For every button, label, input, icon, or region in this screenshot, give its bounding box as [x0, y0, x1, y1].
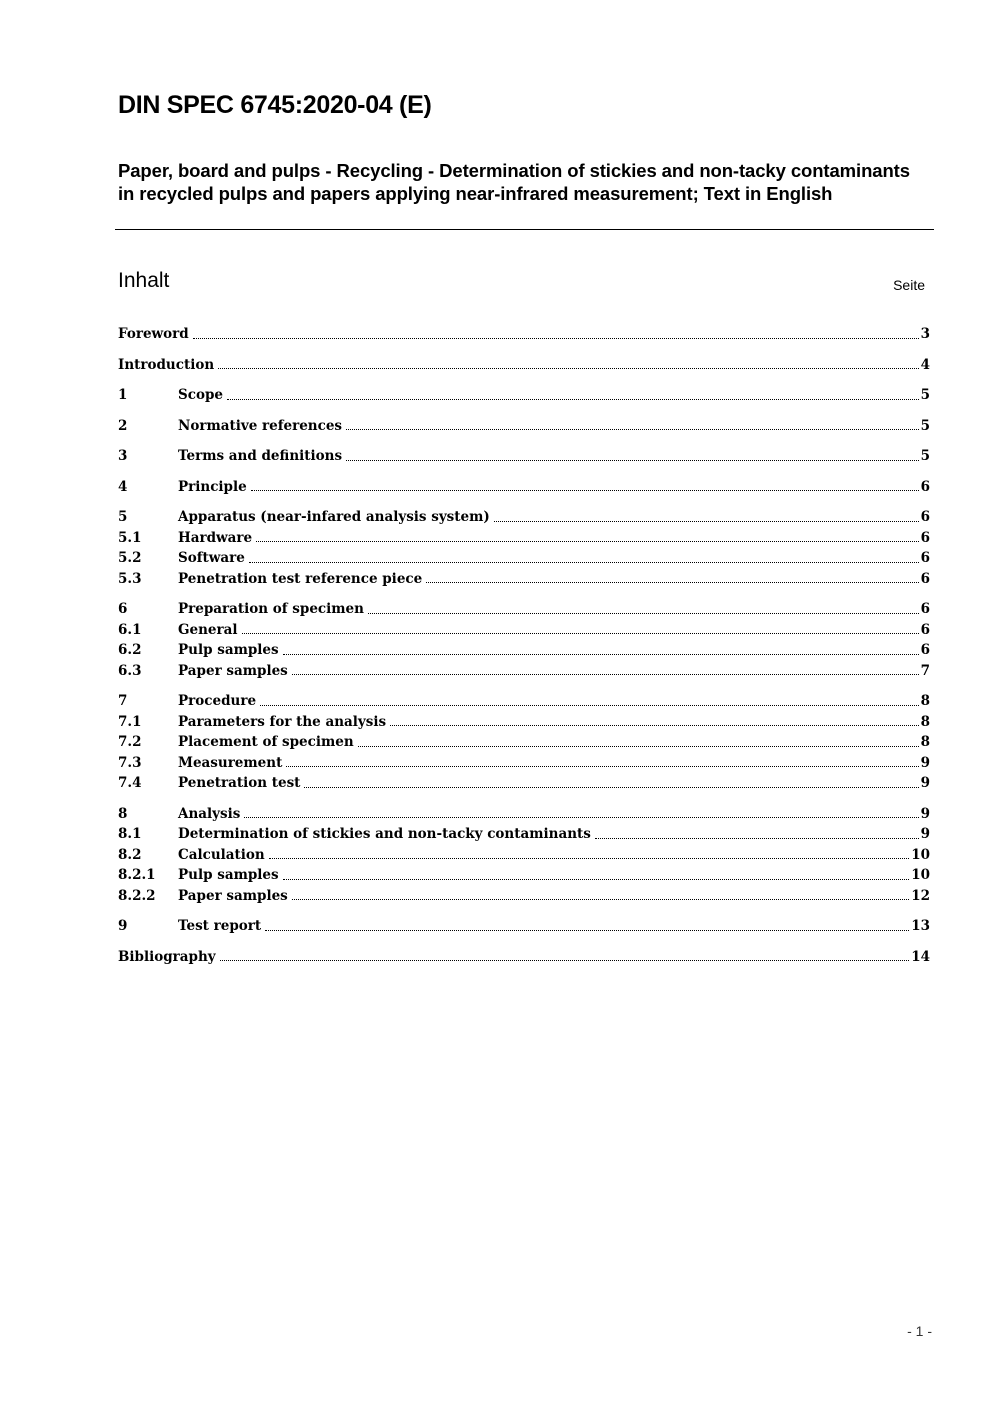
toc-entry-title[interactable]: Test report: [178, 918, 262, 934]
toc-entry-page[interactable]: 13: [911, 918, 930, 934]
toc-entry[interactable]: [118, 569, 930, 590]
toc-entry-title[interactable]: Scope: [178, 387, 224, 403]
toc-entry-title[interactable]: Procedure: [178, 693, 257, 709]
toc-entry[interactable]: [118, 324, 930, 345]
toc-entry-number: 7: [118, 693, 128, 709]
toc-entry[interactable]: [118, 824, 930, 845]
toc-entry-title[interactable]: Paper samples: [178, 662, 288, 679]
document-title: DIN SPEC 6745:2020-04 (E): [118, 91, 432, 119]
toc-entry-title[interactable]: Measurement: [178, 754, 283, 771]
toc-entry-page[interactable]: 6: [920, 509, 930, 525]
toc-entry-page[interactable]: 6: [920, 550, 930, 566]
toc-dot-leader: [193, 338, 919, 339]
toc-entry[interactable]: [118, 773, 930, 794]
toc-entry-title[interactable]: Apparatus (near-infared analysis system): [178, 509, 490, 525]
toc-entry-page[interactable]: 14: [911, 948, 930, 965]
toc-entry[interactable]: [118, 446, 930, 467]
toc-entry-page[interactable]: 10: [911, 846, 930, 863]
toc-entry-number: 7.2: [118, 734, 142, 750]
toc-entry[interactable]: [118, 640, 930, 661]
toc-entry-title[interactable]: Determination of stickies and non-tacky contaminants: [178, 826, 591, 842]
toc-entry-number: 4: [118, 478, 128, 495]
toc-entry[interactable]: [118, 661, 930, 682]
toc-entry-title[interactable]: Placement of specimen: [178, 734, 354, 750]
toc-dot-leader: [260, 705, 919, 706]
toc-entry-page[interactable]: 5: [920, 387, 930, 403]
toc-dot-leader: [283, 654, 919, 655]
toc-entry-title[interactable]: Parameters for the analysis: [178, 713, 387, 730]
toc-entry-number: 2: [118, 417, 128, 434]
toc-entry[interactable]: [118, 947, 930, 968]
toc-entry[interactable]: [118, 916, 930, 937]
toc-entry[interactable]: [118, 753, 930, 774]
toc-entry[interactable]: [118, 712, 930, 733]
toc-dot-leader: [286, 766, 918, 767]
toc-entry[interactable]: [118, 477, 930, 498]
toc-entry[interactable]: [118, 355, 930, 376]
toc-entry-title[interactable]: Pulp samples: [178, 867, 279, 883]
toc-dot-leader: [218, 368, 918, 369]
title-divider: [115, 229, 934, 230]
toc-entry-number: 7.3: [118, 754, 142, 771]
toc-entry-page[interactable]: 10: [911, 867, 930, 883]
toc-entry-number: 6.3: [118, 662, 142, 679]
toc-entry-title[interactable]: Pulp samples: [178, 642, 279, 658]
toc-dot-leader: [346, 460, 919, 461]
contents-heading: Inhalt: [118, 269, 170, 292]
toc-entry-number: 1: [118, 387, 128, 403]
toc-entry-title[interactable]: Principle: [178, 478, 247, 495]
toc-dot-leader: [242, 633, 919, 634]
toc-entry-page[interactable]: 9: [920, 826, 930, 842]
toc-dot-leader: [269, 858, 909, 859]
toc-entry-number: 8.2: [118, 846, 142, 863]
toc-entry-number: 6.1: [118, 621, 142, 638]
toc-entry-number: 8.2.2: [118, 887, 156, 904]
toc-entry-number: 5: [118, 509, 128, 525]
toc-entry-page[interactable]: 9: [920, 775, 930, 791]
toc-entry-title[interactable]: Hardware: [178, 529, 253, 546]
toc-entry[interactable]: [118, 865, 930, 886]
toc-entry[interactable]: [118, 732, 930, 753]
toc-dot-leader: [265, 930, 909, 931]
toc-entry-page[interactable]: 6: [920, 642, 930, 658]
toc-entry[interactable]: [118, 416, 930, 437]
toc-entry-number: 5.1: [118, 529, 142, 546]
toc-entry-number: 8.2.1: [118, 867, 156, 883]
toc-entry-page[interactable]: 6: [920, 601, 930, 617]
toc-entry-page[interactable]: 6: [920, 478, 930, 495]
toc-entry-title[interactable]: Calculation: [178, 846, 265, 863]
toc-dot-leader: [283, 879, 910, 880]
toc-dot-leader: [244, 817, 918, 818]
toc-entry-page[interactable]: 8: [920, 734, 930, 750]
toc-entry-number: 8: [118, 805, 128, 822]
toc-entry-page[interactable]: 6: [920, 621, 930, 638]
page-number: - 1 -: [907, 1323, 932, 1339]
toc-entry-title[interactable]: Penetration test reference piece: [178, 570, 423, 587]
toc-dot-leader: [358, 746, 919, 747]
toc-entry-title[interactable]: Analysis: [178, 805, 241, 822]
toc-entry-page[interactable]: 8: [920, 693, 930, 709]
toc-entry-page[interactable]: 5: [920, 417, 930, 434]
toc-dot-leader: [494, 521, 919, 522]
toc-entry-page[interactable]: 8: [920, 713, 930, 730]
toc-entry[interactable]: [118, 845, 930, 866]
toc-entry-number: 8.1: [118, 826, 142, 842]
toc-entry[interactable]: [118, 886, 930, 907]
page-column-label: Seite: [893, 277, 925, 293]
toc-dot-leader: [304, 787, 918, 788]
toc-entry-page[interactable]: 5: [920, 448, 930, 464]
toc-dot-leader: [227, 399, 919, 400]
toc-dot-leader: [368, 613, 919, 614]
toc-entry[interactable]: [118, 528, 930, 549]
toc-entry-title[interactable]: Penetration test: [178, 775, 301, 791]
toc-entry-page[interactable]: 12: [911, 887, 930, 904]
toc-entry-title[interactable]: Foreword: [118, 326, 189, 342]
toc-dot-leader: [426, 582, 918, 583]
toc-entry[interactable]: [118, 507, 930, 528]
document-subtitle: Paper, board and pulps - Recycling - Determination of stickies and non-tacky contaminants in recycled pulps and papers applying near-infrared measurement; Text in English: [118, 160, 910, 204]
toc-entry[interactable]: [118, 548, 930, 569]
toc-entry-title[interactable]: Paper samples: [178, 887, 288, 904]
toc-entry-title[interactable]: Terms and definitions: [178, 448, 343, 464]
toc-entry-number: 5.3: [118, 570, 142, 587]
toc-dot-leader: [220, 960, 910, 961]
toc-entry-page[interactable]: 6: [920, 570, 930, 587]
toc-dot-leader: [390, 725, 919, 726]
toc-entry-title[interactable]: Software: [178, 550, 245, 566]
toc-entry-page[interactable]: 9: [920, 805, 930, 822]
toc-dot-leader: [256, 541, 918, 542]
toc-dot-leader: [595, 838, 919, 839]
toc-entry-number: 7.1: [118, 713, 142, 730]
toc-entry-page[interactable]: 3: [920, 326, 930, 342]
toc-entry[interactable]: [118, 620, 930, 641]
toc-entry-number: 7.4: [118, 775, 142, 791]
toc-dot-leader: [251, 490, 919, 491]
toc-entry[interactable]: [118, 385, 930, 406]
toc-entry-page[interactable]: 7: [920, 662, 930, 679]
toc-dot-leader: [292, 899, 909, 900]
toc-entry-page[interactable]: 6: [920, 529, 930, 546]
toc-entry-title[interactable]: Introduction: [118, 356, 215, 373]
toc-entry-page[interactable]: 9: [920, 754, 930, 771]
toc-entry-number: 9: [118, 918, 128, 934]
toc-entry-number: 6.2: [118, 642, 142, 658]
toc-entry-title[interactable]: General: [178, 621, 238, 638]
toc-entry[interactable]: [118, 804, 930, 825]
toc-entry-number: 5.2: [118, 550, 142, 566]
toc-entry-title[interactable]: Normative references: [178, 417, 343, 434]
toc-dot-leader: [346, 429, 919, 430]
toc-entry-number: 6: [118, 601, 128, 617]
toc-entry-title[interactable]: Preparation of specimen: [178, 601, 364, 617]
toc-entry[interactable]: [118, 599, 930, 620]
toc-entry[interactable]: [118, 691, 930, 712]
table-of-contents: [118, 324, 930, 967]
toc-entry-title[interactable]: Bibliography: [118, 948, 216, 965]
toc-dot-leader: [292, 674, 919, 675]
toc-entry-number: 3: [118, 448, 128, 464]
toc-dot-leader: [249, 562, 919, 563]
toc-entry-page[interactable]: 4: [920, 356, 930, 373]
